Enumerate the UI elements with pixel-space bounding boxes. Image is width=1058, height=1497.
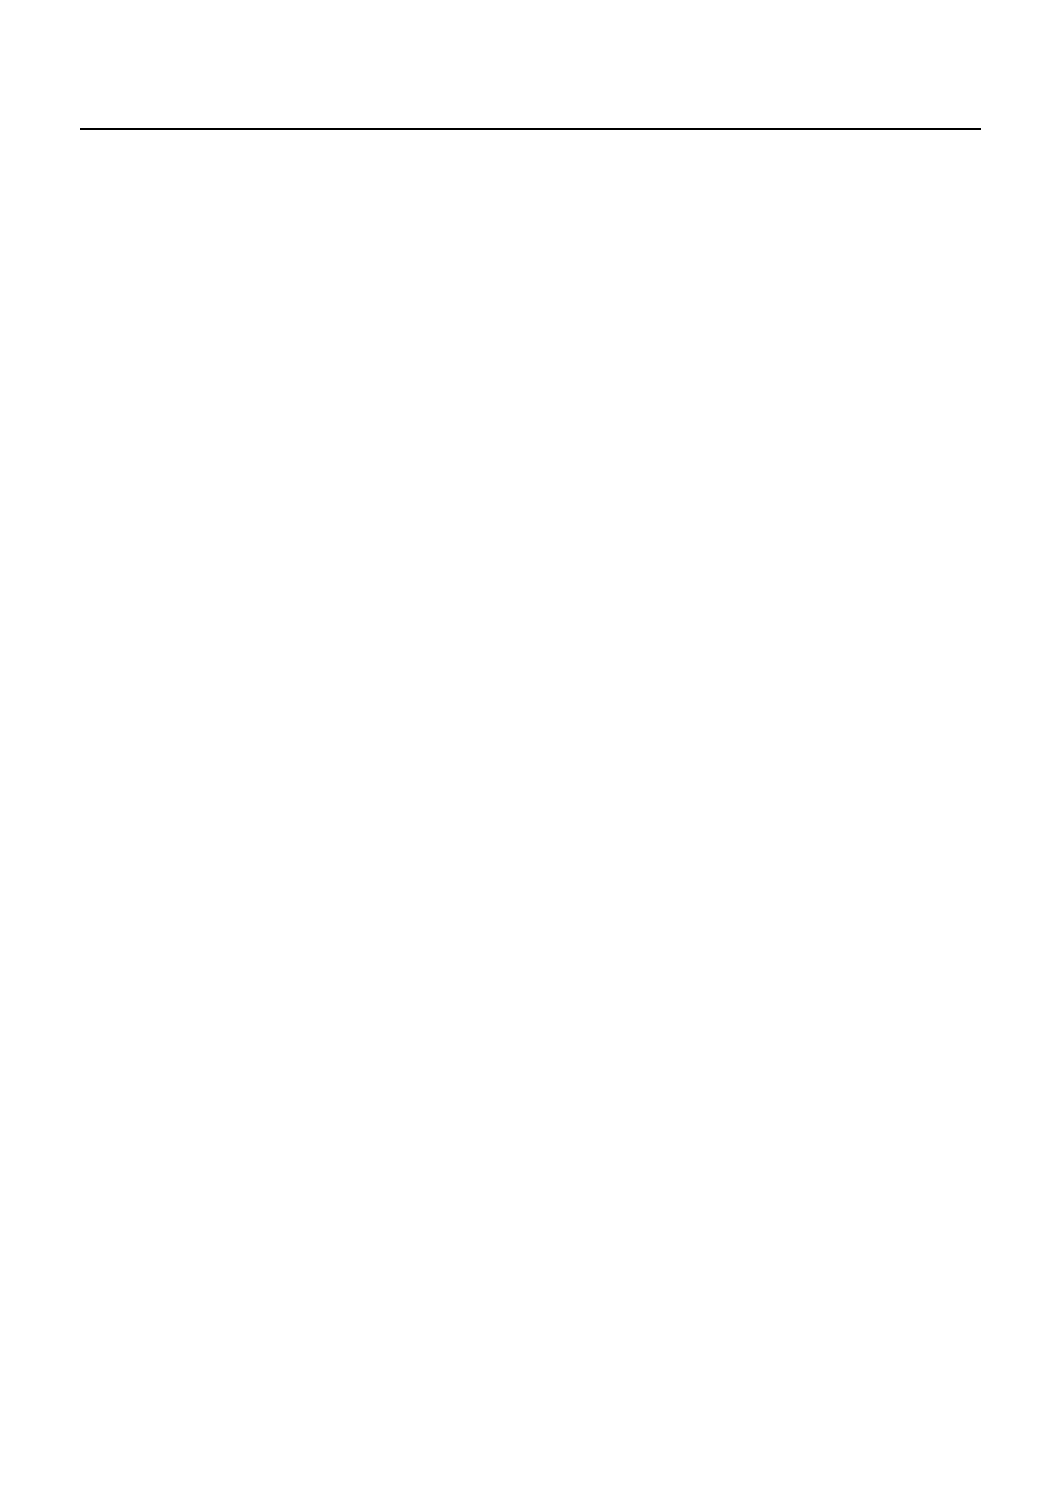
ranking-table: [80, 128, 981, 130]
footer-averages: [0, 1444, 1058, 1464]
